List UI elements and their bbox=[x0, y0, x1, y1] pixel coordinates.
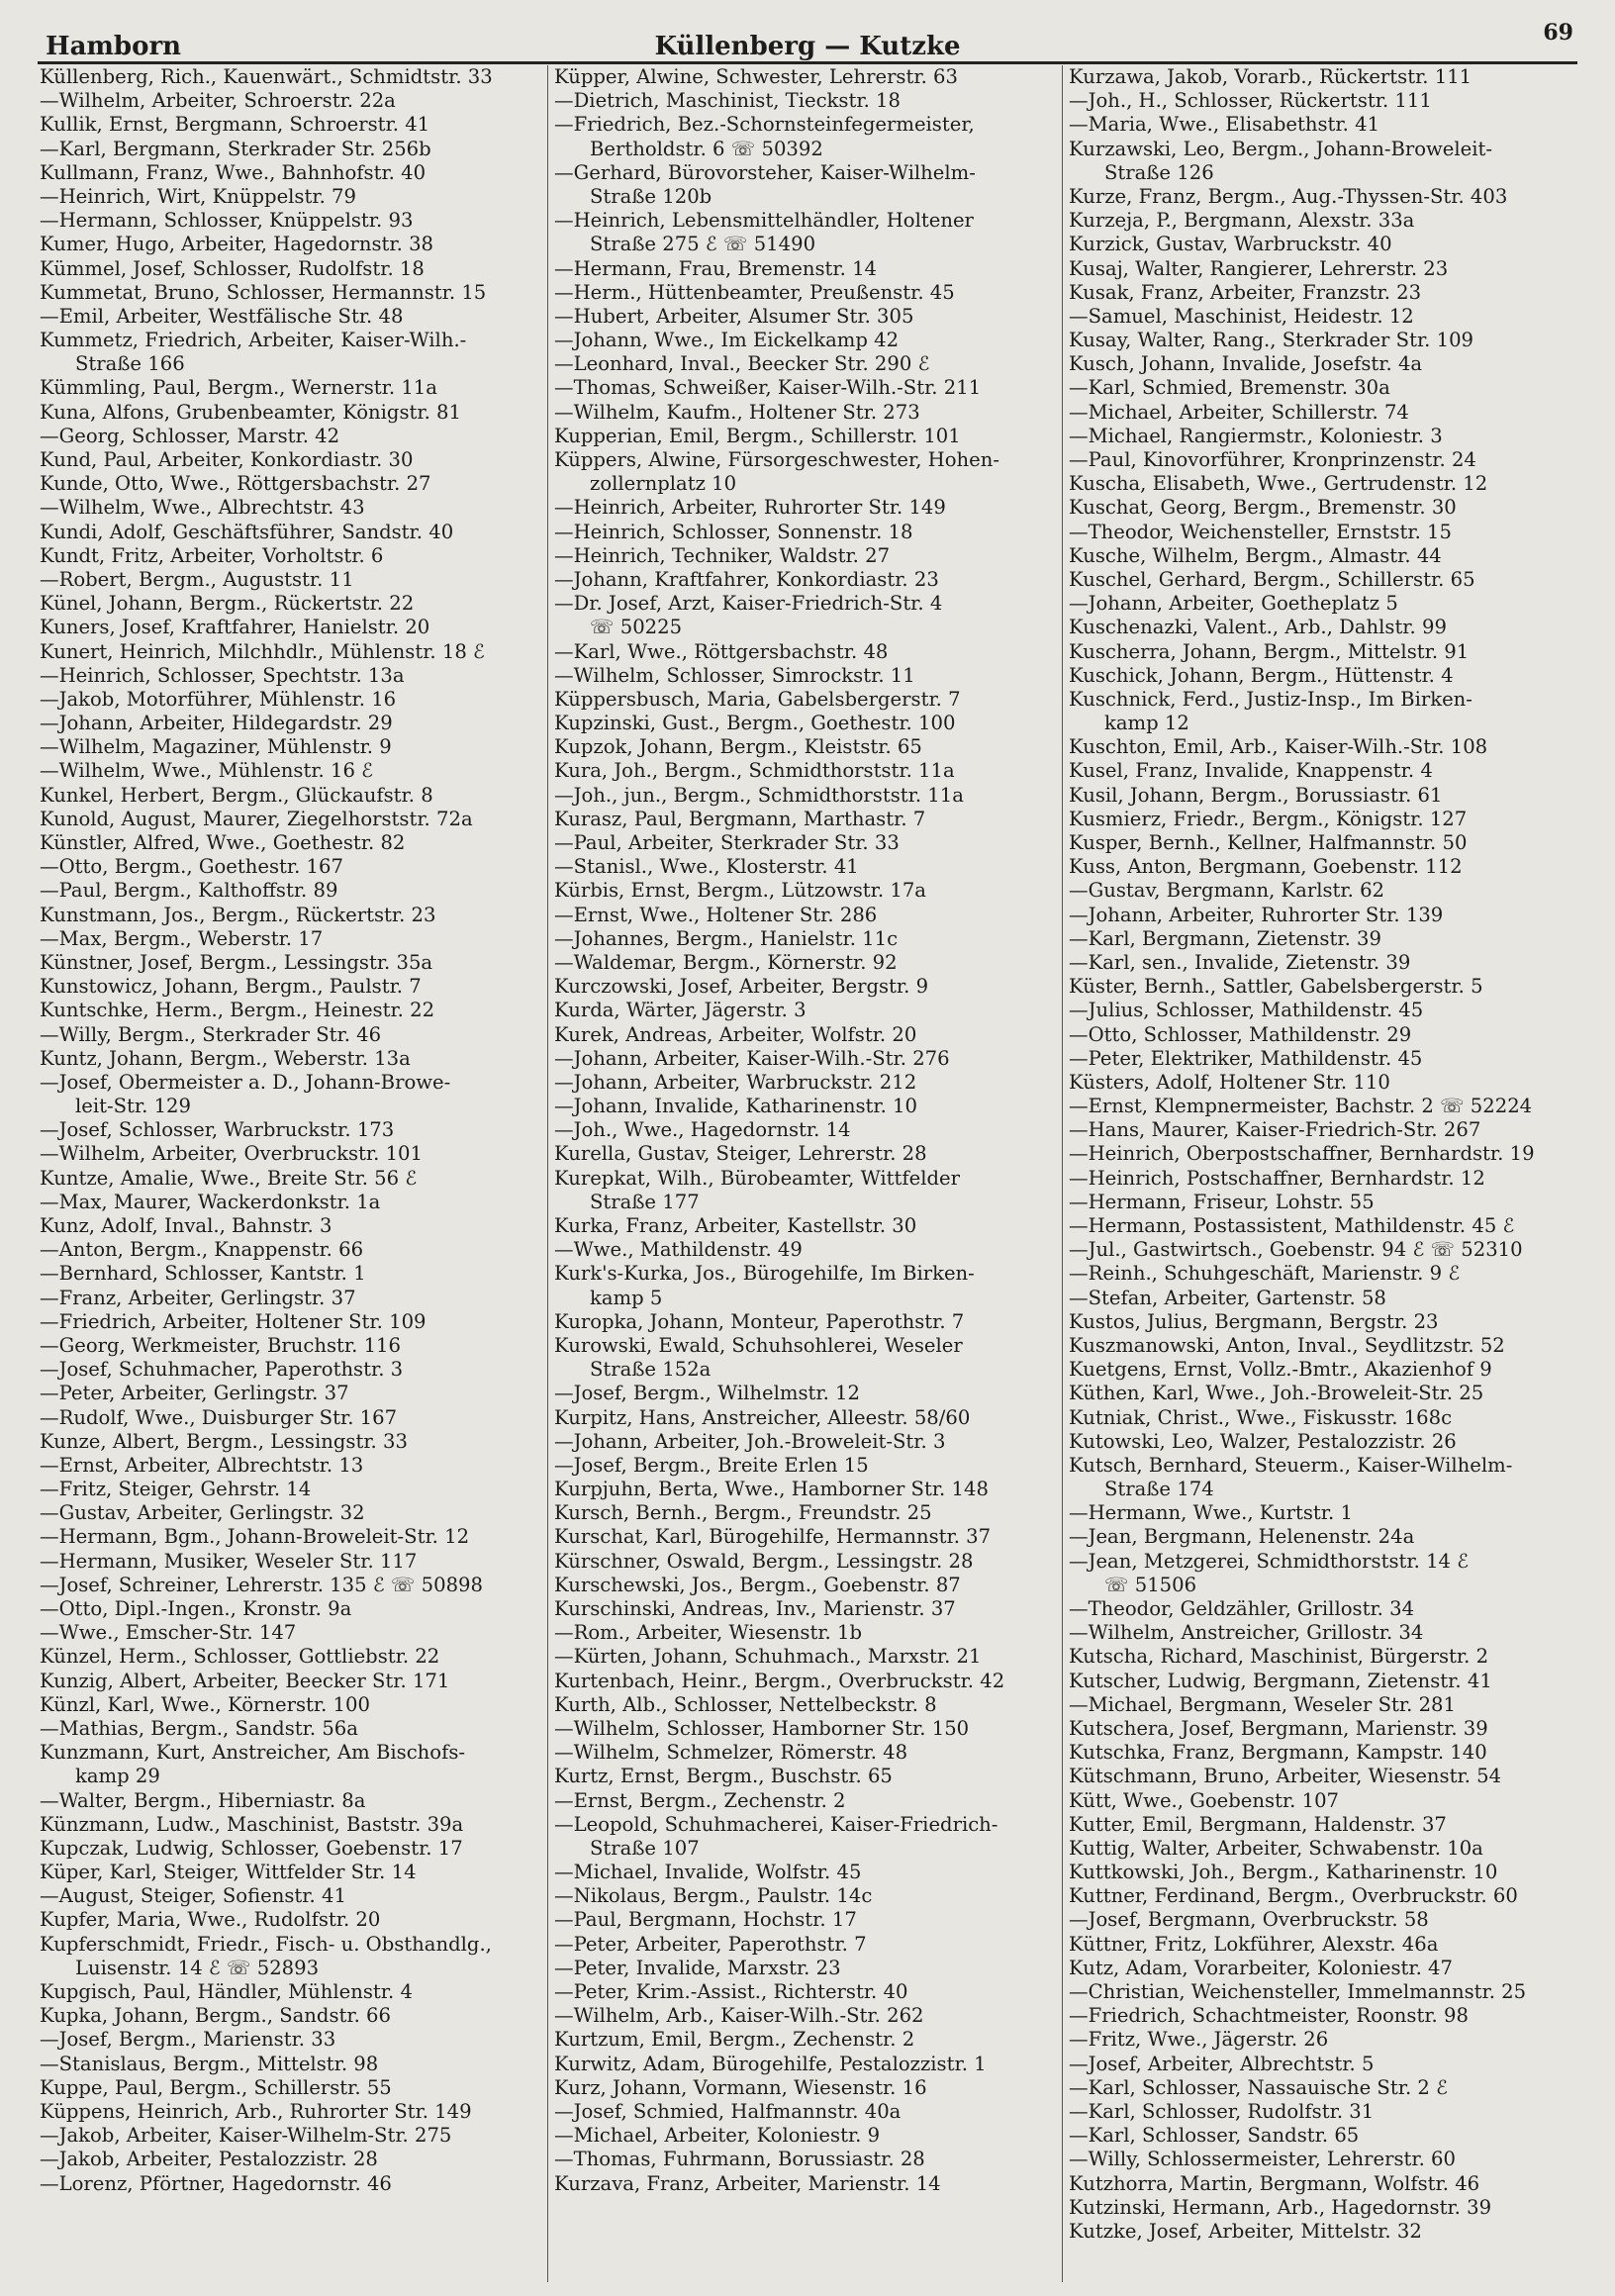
directory-entry-line: —Wilhelm, Arbeiter, Schroerstr. 22a bbox=[40, 89, 396, 113]
directory-entry-line: Kuntz, Johann, Bergm., Weberstr. 13a bbox=[40, 1046, 411, 1070]
directory-entry-line: —Joh., jun., Bergm., Schmidthorststr. 11a bbox=[554, 783, 964, 807]
directory-entry-line: kamp 29 bbox=[75, 1765, 160, 1788]
directory-entry-line: —Maria, Wwe., Elisabethstr. 41 bbox=[1069, 113, 1380, 137]
directory-entry-line: Kuna, Alfons, Grubenbeamter, Königstr. 81 bbox=[40, 400, 461, 424]
directory-entry-line: —Theodor, Geldzähler, Grillostr. 34 bbox=[1069, 1597, 1415, 1620]
directory-entry-line: Kurzawski, Leo, Bergm., Johann-Broweleit- bbox=[1069, 137, 1493, 160]
directory-entry-line: —Wilhelm, Wwe., Mühlenstr. 16 ℰ bbox=[40, 759, 374, 783]
directory-entry-line: —Wilhelm, Magaziner, Mühlenstr. 9 bbox=[40, 735, 392, 759]
directory-entry-line: —Peter, Arbeiter, Gerlingstr. 37 bbox=[40, 1382, 349, 1405]
directory-entry-line: Küppersbusch, Maria, Gabelsbergerstr. 7 bbox=[554, 687, 961, 711]
directory-entry-line: Kuschnick, Ferd., Justiz-Insp., Im Birken- bbox=[1069, 687, 1472, 711]
column-divider bbox=[547, 65, 548, 2282]
directory-entry-line: —Michael, Arbeiter, Schillerstr. 74 bbox=[1069, 400, 1409, 424]
directory-entry-line: —Walter, Bergm., Hiberniastr. 8a bbox=[40, 1788, 366, 1812]
page-header bbox=[38, 18, 1577, 64]
directory-entry-line: Kurella, Gustav, Steiger, Lehrerstr. 28 bbox=[554, 1142, 927, 1166]
directory-entry-line: —Hubert, Arbeiter, Alsumer Str. 305 bbox=[554, 304, 914, 328]
directory-entry-line: —Johann, Arbeiter, Goetheplatz 5 bbox=[1069, 592, 1398, 616]
directory-entry-line: Kurpjuhn, Berta, Wwe., Hamborner Str. 148 bbox=[554, 1478, 989, 1501]
directory-entry-line: Kurschat, Karl, Bürogehilfe, Hermannstr. 37 bbox=[554, 1525, 992, 1549]
directory-entry-line: Kurtenbach, Heinr., Bergm., Overbruckstr. 42 bbox=[554, 1669, 1005, 1692]
directory-entry-line: Kurzeja, P., Bergmann, Alexstr. 33a bbox=[1069, 209, 1415, 233]
directory-entry-line: ☏ 50225 bbox=[590, 616, 683, 639]
column-1 bbox=[40, 65, 544, 2292]
directory-entry-line: —Christian, Weichensteller, Immelmannstr. 25 bbox=[1069, 1980, 1527, 2003]
directory-entry-line: Kümmel, Josef, Schlosser, Rudolfstr. 18 bbox=[40, 256, 425, 280]
directory-entry-line: Straße 166 bbox=[75, 352, 185, 376]
directory-entry-line: —Michael, Bergmann, Weseler Str. 281 bbox=[1069, 1692, 1456, 1716]
directory-entry-line: —Heinrich, Wirt, Knüppelstr. 79 bbox=[40, 184, 356, 208]
directory-entry-line: —Dietrich, Maschinist, Tieckstr. 18 bbox=[554, 89, 901, 113]
directory-entry-line: Kusel, Franz, Invalide, Knappenstr. 4 bbox=[1069, 759, 1433, 783]
directory-entry-line: —Heinrich, Schlosser, Spechtstr. 13a bbox=[40, 663, 405, 687]
directory-entry-line: Kuscha, Elisabeth, Wwe., Gertrudenstr. 12 bbox=[1069, 472, 1488, 496]
directory-entry-line: Kurasz, Paul, Bergmann, Marthastr. 7 bbox=[554, 807, 926, 830]
directory-entry-line: Kusak, Franz, Arbeiter, Franzstr. 23 bbox=[1069, 280, 1422, 304]
header-range: Küllenberg — Kutzke bbox=[654, 32, 961, 61]
directory-entry-line: —Heinrich, Arbeiter, Ruhrorter Str. 149 bbox=[554, 496, 946, 520]
directory-entry-line: Kurwitz, Adam, Bürogehilfe, Pestalozzistr. 1 bbox=[554, 2052, 987, 2075]
directory-entry-line: —Wwe., Emscher-Str. 147 bbox=[40, 1621, 297, 1645]
directory-entry-line: —Friedrich, Arbeiter, Holtener Str. 109 bbox=[40, 1309, 427, 1333]
directory-entry-line: —Karl, sen., Invalide, Zietenstr. 39 bbox=[1069, 950, 1411, 974]
directory-entry-line: Küttner, Fritz, Lokführer, Alexstr. 46a bbox=[1069, 1932, 1439, 1956]
directory-entry-line: —Josef, Bergm., Breite Erlen 15 bbox=[554, 1453, 869, 1477]
directory-entry-line: Kusper, Bernh., Kellner, Halfmannstr. 50 bbox=[1069, 831, 1468, 854]
directory-entry-line: —Jakob, Motorführer, Mühlenstr. 16 bbox=[40, 687, 397, 711]
directory-entry-line: Kuschick, Johann, Bergm., Hüttenstr. 4 bbox=[1069, 663, 1454, 687]
directory-entry-line: —Karl, Schlosser, Rudolfstr. 31 bbox=[1069, 2099, 1375, 2123]
directory-entry-line: —Gustav, Arbeiter, Gerlingstr. 32 bbox=[40, 1501, 365, 1525]
directory-entry-line: Kunold, August, Maurer, Ziegelhorststr. 72a bbox=[40, 807, 473, 830]
directory-entry-line: Kunkel, Herbert, Bergm., Glückaufstr. 8 bbox=[40, 783, 433, 807]
directory-entry-line: Kutter, Emil, Bergmann, Haldenstr. 37 bbox=[1069, 1812, 1447, 1836]
directory-entry-line: Kurzawa, Jakob, Vorarb., Rückertstr. 111 bbox=[1069, 65, 1472, 88]
directory-entry-line: —Hans, Maurer, Kaiser-Friedrich-Str. 267 bbox=[1069, 1118, 1481, 1142]
directory-entry-line: —Josef, Schlosser, Warbruckstr. 173 bbox=[40, 1118, 395, 1142]
directory-entry-line: —Otto, Dipl.-Ingen., Kronstr. 9a bbox=[40, 1597, 352, 1620]
directory-entry-line: —Peter, Invalide, Marxstr. 23 bbox=[554, 1956, 841, 1979]
directory-entry-line: —Wwe., Mathildenstr. 49 bbox=[554, 1238, 803, 1262]
directory-entry-line: —Johannes, Bergm., Hanielstr. 11c bbox=[554, 926, 899, 950]
directory-entry-line: —Georg, Schlosser, Marstr. 42 bbox=[40, 424, 340, 447]
directory-entry-line: —Stanisl., Wwe., Klosterstr. 41 bbox=[554, 855, 859, 879]
directory-entry-line: Kuszmanowski, Anton, Inval., Seydlitzstr. 52 bbox=[1069, 1333, 1505, 1357]
directory-entry-line: —Theodor, Weichensteller, Ernststr. 15 bbox=[1069, 520, 1452, 543]
directory-entry-line: Kürschner, Oswald, Bergm., Lessingstr. 28 bbox=[554, 1549, 974, 1573]
directory-entry-line: —Wilhelm, Arb., Kaiser-Wilh.-Str. 262 bbox=[554, 2004, 924, 2028]
directory-entry-line: Kupfer, Maria, Wwe., Rudolfstr. 20 bbox=[40, 1908, 381, 1932]
column-2 bbox=[554, 65, 1059, 2292]
directory-entry-line: —Emil, Arbeiter, Westfälische Str. 48 bbox=[40, 304, 404, 328]
directory-entry-line: Kuschenazki, Valent., Arb., Dahlstr. 99 bbox=[1069, 616, 1447, 639]
directory-entry-line: Kurzava, Franz, Arbeiter, Marienstr. 14 bbox=[554, 2171, 941, 2195]
directory-entry-line: Straße 120b bbox=[590, 184, 712, 208]
directory-entry-line: Kusay, Walter, Rang., Sterkrader Str. 109 bbox=[1069, 329, 1474, 352]
directory-entry-line: —Ernst, Arbeiter, Albrechtstr. 13 bbox=[40, 1453, 364, 1477]
directory-entry-line: —Anton, Bergm., Knappenstr. 66 bbox=[40, 1238, 364, 1262]
directory-entry-line: Kullik, Ernst, Bergmann, Schroerstr. 41 bbox=[40, 113, 430, 137]
directory-entry-line: Kuscherra, Johann, Bergm., Mittelstr. 91 bbox=[1069, 639, 1470, 663]
directory-entry-line: —Wilhelm, Schlosser, Simrockstr. 11 bbox=[554, 663, 915, 687]
directory-entry-line: —Hermann, Musiker, Weseler Str. 117 bbox=[40, 1549, 418, 1573]
directory-entry-line: —Johann, Kraftfahrer, Konkordiastr. 23 bbox=[554, 567, 939, 591]
directory-entry-line: —Karl, Schlosser, Sandstr. 65 bbox=[1069, 2124, 1360, 2148]
directory-entry-line: —Waldemar, Bergm., Körnerstr. 92 bbox=[554, 950, 898, 974]
directory-entry-line: Küsters, Adolf, Holtener Str. 110 bbox=[1069, 1070, 1390, 1094]
directory-entry-line: Kuners, Josef, Kraftfahrer, Hanielstr. 20 bbox=[40, 616, 430, 639]
directory-entry-line: —Reinh., Schuhgeschäft, Marienstr. 9 ℰ bbox=[1069, 1262, 1461, 1286]
directory-entry-line: Kunze, Albert, Bergm., Lessingstr. 33 bbox=[40, 1429, 408, 1453]
directory-entry-line: —Heinrich, Postschaffner, Bernhardstr. 12 bbox=[1069, 1166, 1485, 1190]
directory-entry-line: Kurschinski, Andreas, Inv., Marienstr. 37 bbox=[554, 1597, 956, 1620]
directory-entry-line: Kuttig, Walter, Arbeiter, Schwabenstr. 10a bbox=[1069, 1836, 1483, 1860]
directory-entry-line: Küthen, Karl, Wwe., Joh.-Broweleit-Str. 25 bbox=[1069, 1382, 1484, 1405]
directory-entry-line: Kümmling, Paul, Bergm., Wernerstr. 11a bbox=[40, 376, 437, 400]
directory-entry-line: kamp 12 bbox=[1104, 712, 1189, 735]
directory-entry-line: ☏ 51506 bbox=[1104, 1573, 1197, 1596]
directory-entry-line: —Hermann, Friseur, Lohstr. 55 bbox=[1069, 1190, 1375, 1213]
directory-entry-line: —Jean, Bergmann, Helenenstr. 24a bbox=[1069, 1525, 1415, 1549]
directory-entry-line: Luisenstr. 14 ℰ ☏ 52893 bbox=[75, 1956, 320, 1979]
directory-entry-line: —Hermann, Frau, Bremenstr. 14 bbox=[554, 256, 878, 280]
directory-entry-line: Kupka, Johann, Bergm., Sandstr. 66 bbox=[40, 2004, 391, 2028]
directory-entry-line: Kutschka, Franz, Bergmann, Kampstr. 140 bbox=[1069, 1741, 1487, 1765]
directory-entry-line: —Otto, Schlosser, Mathildenstr. 29 bbox=[1069, 1022, 1412, 1046]
directory-entry-line: Kuropka, Johann, Monteur, Paperothstr. 7 bbox=[554, 1309, 965, 1333]
directory-entry-line: Kurz, Johann, Vormann, Wiesenstr. 16 bbox=[554, 2075, 927, 2099]
directory-entry-line: —Rudolf, Wwe., Duisburger Str. 167 bbox=[40, 1405, 398, 1429]
directory-entry-line: —Lorenz, Pförtner, Hagedornstr. 46 bbox=[40, 2171, 392, 2195]
directory-entry-line: —Karl, Bergmann, Sterkrader Str. 256b bbox=[40, 137, 431, 160]
directory-entry-line: Küppers, Alwine, Fürsorgeschwester, Hohen- bbox=[554, 448, 999, 471]
directory-entry-line: —Heinrich, Oberpostschaffner, Bernhardstr. 19 bbox=[1069, 1142, 1535, 1166]
directory-entry-line: —Paul, Kinovorführer, Kronprinzenstr. 24 bbox=[1069, 448, 1476, 471]
directory-entry-line: Kurk's-Kurka, Jos., Bürogehilfe, Im Birken- bbox=[554, 1262, 975, 1286]
directory-entry-line: Bertholdstr. 6 ☏ 50392 bbox=[590, 137, 823, 160]
directory-entry-line: Kurepkat, Wilh., Bürobeamter, Wittfelder bbox=[554, 1166, 960, 1190]
directory-entry-line: —Karl, Schmied, Bremenstr. 30a bbox=[1069, 376, 1390, 400]
directory-entry-line: Straße 107 bbox=[590, 1836, 700, 1860]
header-city: Hamborn bbox=[46, 32, 182, 61]
directory-entry-line: —Michael, Rangiermstr., Koloniestr. 3 bbox=[1069, 424, 1443, 447]
directory-entry-line: Kunz, Adolf, Inval., Bahnstr. 3 bbox=[40, 1214, 332, 1237]
directory-entry-line: —Josef, Arbeiter, Albrechtstr. 5 bbox=[1069, 2052, 1375, 2075]
directory-entry-line: —Hermann, Schlosser, Knüppelstr. 93 bbox=[40, 209, 414, 233]
directory-entry-line: Kurtz, Ernst, Bergm., Buschstr. 65 bbox=[554, 1765, 893, 1788]
directory-entry-line: —Robert, Bergm., Auguststr. 11 bbox=[40, 567, 354, 591]
directory-entry-line: —Stanislaus, Bergm., Mittelstr. 98 bbox=[40, 2052, 379, 2075]
directory-entry-line: Kuttkowski, Joh., Bergm., Katharinenstr. 10 bbox=[1069, 1861, 1498, 1884]
directory-entry-line: Kutsch, Bernhard, Steuerm., Kaiser-Wilhelm- bbox=[1069, 1453, 1513, 1477]
directory-entry-line: Straße 275 ℰ ☏ 51490 bbox=[590, 233, 816, 256]
column-divider bbox=[1062, 65, 1063, 2282]
directory-entry-line: Kundi, Adolf, Geschäftsführer, Sandstr. 40 bbox=[40, 520, 454, 543]
directory-entry-line: Künel, Johann, Bergm., Rückertstr. 22 bbox=[40, 592, 415, 616]
directory-entry-line: Kutscha, Richard, Maschinist, Bürgerstr. 2 bbox=[1069, 1645, 1489, 1669]
directory-entry-line: —Johann, Arbeiter, Ruhrorter Str. 139 bbox=[1069, 903, 1444, 926]
directory-entry-line: Kütt, Wwe., Goebenstr. 107 bbox=[1069, 1788, 1340, 1812]
directory-entry-line: —Johann, Arbeiter, Joh.-Broweleit-Str. 3 bbox=[554, 1429, 946, 1453]
directory-entry-line: Kurek, Andreas, Arbeiter, Wolfstr. 20 bbox=[554, 1022, 917, 1046]
directory-entry-line: —Joh., Wwe., Hagedornstr. 14 bbox=[554, 1118, 851, 1142]
directory-entry-line: leit-Str. 129 bbox=[75, 1095, 191, 1118]
directory-entry-line: Kutzke, Josef, Arbeiter, Mittelstr. 32 bbox=[1069, 2219, 1422, 2243]
directory-entry-line: kamp 5 bbox=[590, 1286, 663, 1309]
directory-entry-line: —Stefan, Arbeiter, Gartenstr. 58 bbox=[1069, 1286, 1386, 1309]
directory-entry-line: —Johann, Arbeiter, Kaiser-Wilh.-Str. 276 bbox=[554, 1046, 950, 1070]
directory-entry-line: Kurze, Franz, Bergm., Aug.-Thyssen-Str. 403 bbox=[1069, 184, 1508, 208]
directory-entry-line: —Gustav, Bergmann, Karlstr. 62 bbox=[1069, 879, 1385, 903]
directory-entry-line: Kupzok, Johann, Bergm., Kleiststr. 65 bbox=[554, 735, 922, 759]
directory-entry-line: —August, Steiger, Sofienstr. 41 bbox=[40, 1884, 346, 1908]
directory-entry-line: —Josef, Schmied, Halfmannstr. 40a bbox=[554, 2099, 902, 2123]
directory-entry-line: Künzel, Herm., Schlosser, Gottliebstr. 22 bbox=[40, 1645, 440, 1669]
directory-entry-line: Künstler, Alfred, Wwe., Goethestr. 82 bbox=[40, 831, 406, 854]
directory-entry-line: —Wilhelm, Anstreicher, Grillostr. 34 bbox=[1069, 1621, 1424, 1645]
directory-entry-line: —Gerhard, Bürovorsteher, Kaiser-Wilhelm- bbox=[554, 160, 976, 184]
directory-entry-line: —Jul., Gastwirtsch., Goebenstr. 94 ℰ ☏ 52310 bbox=[1069, 1238, 1523, 1262]
directory-entry-line: —Heinrich, Lebensmittelhändler, Holtener bbox=[554, 209, 974, 233]
directory-entry-line: —Paul, Arbeiter, Sterkrader Str. 33 bbox=[554, 831, 900, 854]
directory-entry-line: Kutowski, Leo, Walzer, Pestalozzistr. 26 bbox=[1069, 1429, 1457, 1453]
directory-entry-line: —Wilhelm, Arbeiter, Overbruckstr. 101 bbox=[40, 1142, 423, 1166]
directory-entry-line: —Dr. Josef, Arzt, Kaiser-Friedrich-Str. 4 bbox=[554, 592, 943, 616]
directory-entry-line: —Paul, Bergmann, Hochstr. 17 bbox=[554, 1908, 857, 1932]
directory-entry-line: —Leonhard, Inval., Beecker Str. 290 ℰ bbox=[554, 352, 930, 376]
directory-entry-line: —Hermann, Bgm., Johann-Broweleit-Str. 12 bbox=[40, 1525, 470, 1549]
column-3 bbox=[1069, 65, 1583, 2292]
directory-entry-line: Kutniak, Christ., Wwe., Fiskusstr. 168c bbox=[1069, 1405, 1453, 1429]
directory-entry-line: Kuetgens, Ernst, Vollz.-Bmtr., Akazienhof 9 bbox=[1069, 1358, 1492, 1382]
directory-entry-line: Kuschton, Emil, Arb., Kaiser-Wilh.-Str. 108 bbox=[1069, 735, 1488, 759]
directory-entry-line: Kutschera, Josef, Bergmann, Marienstr. 39 bbox=[1069, 1716, 1488, 1740]
directory-entry-line: Kurka, Franz, Arbeiter, Kastellstr. 30 bbox=[554, 1214, 917, 1237]
page-number: 69 bbox=[1543, 20, 1573, 46]
directory-entry-line: Kurczowski, Josef, Arbeiter, Bergstr. 9 bbox=[554, 975, 929, 999]
directory-entry-line: —Karl, Bergmann, Zietenstr. 39 bbox=[1069, 926, 1381, 950]
directory-entry-line: Kund, Paul, Arbeiter, Konkordiastr. 30 bbox=[40, 448, 414, 471]
directory-entry-line: Kütschmann, Bruno, Arbeiter, Wiesenstr. 54 bbox=[1069, 1765, 1502, 1788]
directory-entry-line: —Max, Bergm., Weberstr. 17 bbox=[40, 926, 324, 950]
directory-entry-line: Kunzig, Albert, Arbeiter, Beecker Str. 171 bbox=[40, 1669, 450, 1692]
directory-entry-line: Küllenberg, Rich., Kauenwärt., Schmidtstr. 33 bbox=[40, 65, 493, 88]
directory-entry-line: Kummetat, Bruno, Schlosser, Hermannstr. 15 bbox=[40, 280, 487, 304]
directory-entry-line: Kupgisch, Paul, Händler, Mühlenstr. 4 bbox=[40, 1980, 413, 2003]
directory-entry-line: Kusil, Johann, Bergm., Borussiastr. 61 bbox=[1069, 783, 1443, 807]
directory-entry-line: Kusmierz, Friedr., Bergm., Königstr. 127 bbox=[1069, 807, 1468, 830]
directory-entry-line: —Bernhard, Schlosser, Kantstr. 1 bbox=[40, 1262, 366, 1286]
directory-entry-line: Kupzinski, Gust., Bergm., Goethestr. 100 bbox=[554, 712, 956, 735]
directory-entry-line: —Michael, Invalide, Wolfstr. 45 bbox=[554, 1861, 862, 1884]
directory-entry-line: Straße 126 bbox=[1104, 160, 1214, 184]
directory-entry-line: Kupperian, Emil, Bergm., Schillerstr. 101 bbox=[554, 424, 961, 447]
directory-entry-line: —Willy, Schlossermeister, Lehrerstr. 60 bbox=[1069, 2148, 1456, 2171]
directory-entry-line: Kuttner, Ferdinand, Bergm., Overbruckstr. 60 bbox=[1069, 1884, 1518, 1908]
directory-entry-line: Künzmann, Ludw., Maschinist, Baststr. 39a bbox=[40, 1812, 464, 1836]
directory-entry-line: —Wilhelm, Schmelzer, Römerstr. 48 bbox=[554, 1741, 908, 1765]
directory-entry-line: Kutscher, Ludwig, Bergmann, Zietenstr. 41 bbox=[1069, 1669, 1492, 1692]
directory-entry-line: Straße 177 bbox=[590, 1190, 700, 1213]
directory-entry-line: —Otto, Bergm., Goethestr. 167 bbox=[40, 855, 343, 879]
directory-entry-line: Kuppe, Paul, Bergm., Schillerstr. 55 bbox=[40, 2075, 392, 2099]
directory-entry-line: —Leopold, Schuhmacherei, Kaiser-Friedrich- bbox=[554, 1812, 998, 1836]
directory-entry-line: —Paul, Bergm., Kalthoffstr. 89 bbox=[40, 879, 338, 903]
directory-entry-line: Kurpitz, Hans, Anstreicher, Alleestr. 58/60 bbox=[554, 1405, 971, 1429]
directory-entry-line: Kuschat, Georg, Bergm., Bremenstr. 30 bbox=[1069, 496, 1457, 520]
directory-entry-line: —Wilhelm, Wwe., Albrechtstr. 43 bbox=[40, 496, 365, 520]
directory-entry-line: —Peter, Krim.-Assist., Richterstr. 40 bbox=[554, 1980, 908, 2003]
directory-entry-line: Kunzmann, Kurt, Anstreicher, Am Bischofs- bbox=[40, 1741, 466, 1765]
directory-entry-line: Kummetz, Friedrich, Arbeiter, Kaiser-Wilh.- bbox=[40, 329, 467, 352]
directory-entry-line: —Max, Maurer, Wackerdonkstr. 1a bbox=[40, 1190, 381, 1213]
directory-entry-line: Kupczak, Ludwig, Schlosser, Goebenstr. 17 bbox=[40, 1836, 463, 1860]
directory-entry-line: Kurzick, Gustav, Warbruckstr. 40 bbox=[1069, 233, 1392, 256]
directory-entry-line: Kupferschmidt, Friedr., Fisch- u. Obsthandlg., bbox=[40, 1932, 492, 1956]
directory-entry-line: —Josef, Bergmann, Overbruckstr. 58 bbox=[1069, 1908, 1429, 1932]
directory-entry-line: Küper, Karl, Steiger, Wittfelder Str. 14 bbox=[40, 1861, 417, 1884]
directory-entry-line: Kunde, Otto, Wwe., Röttgersbachstr. 27 bbox=[40, 472, 431, 496]
directory-entry-line: —Nikolaus, Bergm., Paulstr. 14c bbox=[554, 1884, 873, 1908]
directory-entry-line: Kuss, Anton, Bergmann, Goebenstr. 112 bbox=[1069, 855, 1463, 879]
directory-entry-line: —Friedrich, Bez.-Schornsteinfegermeister, bbox=[554, 113, 975, 137]
directory-entry-line: —Heinrich, Techniker, Waldstr. 27 bbox=[554, 543, 891, 567]
directory-entry-line: zollernplatz 10 bbox=[590, 472, 737, 496]
directory-entry-line: —Willy, Bergm., Sterkrader Str. 46 bbox=[40, 1022, 382, 1046]
directory-entry-line: Kusche, Wilhelm, Bergm., Almastr. 44 bbox=[1069, 543, 1442, 567]
directory-entry-line: —Fritz, Steiger, Gehrstr. 14 bbox=[40, 1478, 312, 1501]
directory-entry-line: —Mathias, Bergm., Sandstr. 56a bbox=[40, 1716, 358, 1740]
directory-entry-line: —Josef, Bergm., Marienstr. 33 bbox=[40, 2028, 336, 2052]
directory-entry-line: —Johann, Invalide, Katharinenstr. 10 bbox=[554, 1095, 917, 1118]
directory-entry-line: Künzl, Karl, Wwe., Körnerstr. 100 bbox=[40, 1692, 370, 1716]
directory-entry-line: —Herm., Hüttenbeamter, Preußenstr. 45 bbox=[554, 280, 955, 304]
directory-entry-line: Kutzhorra, Martin, Bergmann, Wolfstr. 46 bbox=[1069, 2171, 1480, 2195]
directory-entry-line: Kusaj, Walter, Rangierer, Lehrerstr. 23 bbox=[1069, 256, 1449, 280]
directory-entry-line: —Jakob, Arbeiter, Pestalozzistr. 28 bbox=[40, 2148, 378, 2171]
directory-entry-line: —Johann, Arbeiter, Warbruckstr. 212 bbox=[554, 1070, 917, 1094]
directory-entry-line: —Ernst, Klempnermeister, Bachstr. 2 ☏ 52224 bbox=[1069, 1095, 1533, 1118]
directory-entry-line: —Wilhelm, Kaufm., Holtener Str. 273 bbox=[554, 400, 920, 424]
directory-entry-line: —Fritz, Wwe., Jägerstr. 26 bbox=[1069, 2028, 1329, 2052]
directory-entry-line: Küppens, Heinrich, Arb., Ruhrorter Str. 149 bbox=[40, 2099, 472, 2123]
directory-entry-line: Kunstmann, Jos., Bergm., Rückertstr. 23 bbox=[40, 903, 436, 926]
directory-entry-line: —Karl, Wwe., Röttgersbachstr. 48 bbox=[554, 639, 889, 663]
directory-entry-line: —Hermann, Wwe., Kurtstr. 1 bbox=[1069, 1501, 1353, 1525]
directory-entry-line: Kustos, Julius, Bergmann, Bergstr. 23 bbox=[1069, 1309, 1439, 1333]
directory-entry-line: —Josef, Bergm., Wilhelmstr. 12 bbox=[554, 1382, 860, 1405]
directory-entry-line: —Julius, Schlosser, Mathildenstr. 45 bbox=[1069, 999, 1424, 1022]
directory-entry-line: Kura, Joh., Bergm., Schmidthorststr. 11a bbox=[554, 759, 955, 783]
directory-entry-line: Kuntschke, Herm., Bergm., Heinestr. 22 bbox=[40, 999, 435, 1022]
directory-entry-line: Kullmann, Franz, Wwe., Bahnhofstr. 40 bbox=[40, 160, 427, 184]
directory-entry-line: —Jakob, Arbeiter, Kaiser-Wilhelm-Str. 275 bbox=[40, 2124, 452, 2148]
directory-entry-line: Küster, Bernh., Sattler, Gabelsbergerstr. 5 bbox=[1069, 975, 1483, 999]
directory-entry-line: —Heinrich, Schlosser, Sonnenstr. 18 bbox=[554, 520, 913, 543]
directory-entry-line: —Kürten, Johann, Schuhmach., Marxstr. 21 bbox=[554, 1645, 982, 1669]
directory-entry-line: —Wilhelm, Schlosser, Hamborner Str. 150 bbox=[554, 1716, 970, 1740]
directory-entry-line: Kurschewski, Jos., Bergm., Goebenstr. 87 bbox=[554, 1573, 961, 1596]
directory-entry-line: Kurtzum, Emil, Bergm., Zechenstr. 2 bbox=[554, 2028, 915, 2052]
directory-entry-line: —Johann, Arbeiter, Hildegardstr. 29 bbox=[40, 712, 393, 735]
directory-entry-line: Kundt, Fritz, Arbeiter, Vorholtstr. 6 bbox=[40, 543, 384, 567]
directory-entry-line: Straße 152a bbox=[590, 1358, 712, 1382]
directory-entry-line: —Ernst, Bergm., Zechenstr. 2 bbox=[554, 1788, 846, 1812]
directory-entry-line: —Hermann, Postassistent, Mathildenstr. 45 ℰ bbox=[1069, 1214, 1515, 1237]
directory-entry-line: —Peter, Arbeiter, Paperothstr. 7 bbox=[554, 1932, 867, 1956]
directory-entry-line: Kurowski, Ewald, Schuhsohlerei, Weseler bbox=[554, 1333, 963, 1357]
directory-entry-line: Kuntze, Amalie, Wwe., Breite Str. 56 ℰ bbox=[40, 1166, 418, 1190]
directory-entry-line: —Peter, Elektriker, Mathildenstr. 45 bbox=[1069, 1046, 1423, 1070]
directory-entry-line: —Friedrich, Schachtmeister, Roonstr. 98 bbox=[1069, 2004, 1469, 2028]
directory-entry-line: —Joh., H., Schlosser, Rückertstr. 111 bbox=[1069, 89, 1432, 113]
directory-entry-line: —Jean, Metzgerei, Schmidthorststr. 14 ℰ bbox=[1069, 1549, 1470, 1573]
directory-entry-line: —Josef, Obermeister a. D., Johann-Browe- bbox=[40, 1070, 451, 1094]
directory-entry-line: Kunert, Heinrich, Milchhdlr., Mühlenstr. 18 ℰ bbox=[40, 639, 485, 663]
directory-entry-line: Kurth, Alb., Schlosser, Nettelbeckstr. 8 bbox=[554, 1692, 937, 1716]
directory-entry-line: Kusch, Johann, Invalide, Josefstr. 4a bbox=[1069, 352, 1423, 376]
directory-entry-line: —Thomas, Fuhrmann, Borussiastr. 28 bbox=[554, 2148, 925, 2171]
directory-entry-line: —Karl, Schlosser, Nassauische Str. 2 ℰ bbox=[1069, 2075, 1448, 2099]
directory-entry-line: Kuschel, Gerhard, Bergm., Schillerstr. 65 bbox=[1069, 567, 1475, 591]
directory-entry-line: Kurda, Wärter, Jägerstr. 3 bbox=[554, 999, 807, 1022]
directory-entry-line: —Samuel, Maschinist, Heidestr. 12 bbox=[1069, 304, 1414, 328]
directory-entry-line: Kunstowicz, Johann, Bergm., Paulstr. 7 bbox=[40, 975, 422, 999]
directory-entry-line: Künstner, Josef, Bergm., Lessingstr. 35a bbox=[40, 950, 433, 974]
directory-entry-line: Küpper, Alwine, Schwester, Lehrerstr. 63 bbox=[554, 65, 958, 88]
directory-entry-line: —Josef, Schreiner, Lehrerstr. 135 ℰ ☏ 50898 bbox=[40, 1573, 483, 1596]
directory-entry-line: —Thomas, Schweißer, Kaiser-Wilh.-Str. 211 bbox=[554, 376, 982, 400]
directory-entry-line: —Johann, Wwe., Im Eickelkamp 42 bbox=[554, 329, 900, 352]
directory-entry-line: Kürbis, Ernst, Bergm., Lützowstr. 17a bbox=[554, 879, 926, 903]
directory-entry-line: —Rom., Arbeiter, Wiesenstr. 1b bbox=[554, 1621, 863, 1645]
directory-entry-line: —Franz, Arbeiter, Gerlingstr. 37 bbox=[40, 1286, 356, 1309]
directory-entry-line: —Josef, Schuhmacher, Paperothstr. 3 bbox=[40, 1358, 404, 1382]
directory-entry-line: Kutzinski, Hermann, Arb., Hagedornstr. 39 bbox=[1069, 2195, 1492, 2219]
directory-entry-line: Kutz, Adam, Vorarbeiter, Koloniestr. 47 bbox=[1069, 1956, 1453, 1979]
directory-entry-line: Straße 174 bbox=[1104, 1478, 1214, 1501]
directory-entry-line: Kumer, Hugo, Arbeiter, Hagedornstr. 38 bbox=[40, 233, 433, 256]
directory-entry-line: —Michael, Arbeiter, Koloniestr. 9 bbox=[554, 2124, 881, 2148]
directory-entry-line: —Georg, Werkmeister, Bruchstr. 116 bbox=[40, 1333, 401, 1357]
directory-entry-line: Kursch, Bernh., Bergm., Freundstr. 25 bbox=[554, 1501, 932, 1525]
directory-entry-line: —Ernst, Wwe., Holtener Str. 286 bbox=[554, 903, 878, 926]
